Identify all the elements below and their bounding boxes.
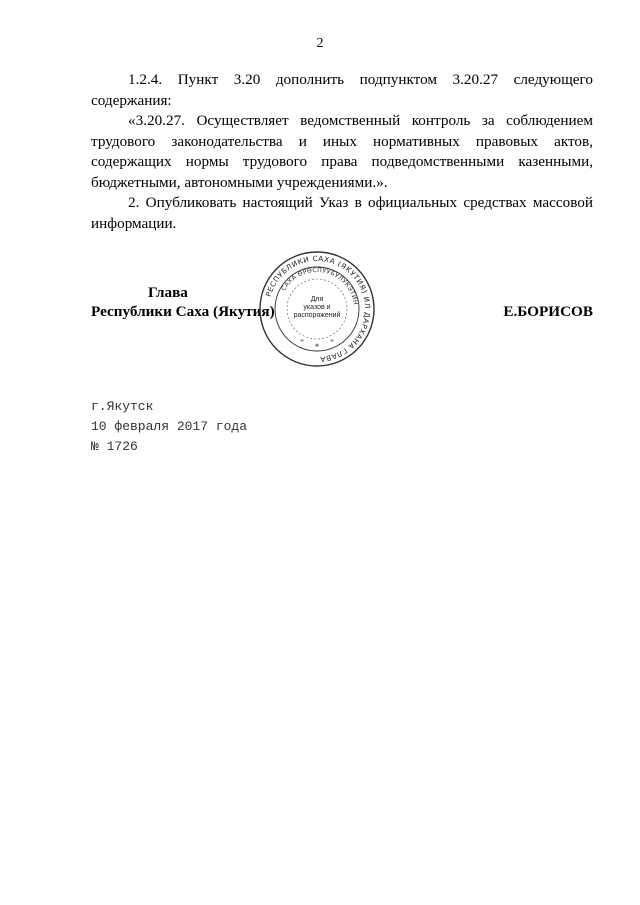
seal-center-text	[290, 296, 344, 320]
paragraph-3-20-27: «3.20.27. Осуществляет ведомственный контроль за соблюдением трудового законодательства и иных нормативных правовых актов, содержащих нормы трудового права подведомственными казенными, бюджетными, автономными учреждениями.».	[91, 112, 593, 191]
svg-text:*: *	[314, 342, 320, 352]
svg-text:САХА ӨРӨСПУУБУЛУКЭТИН: САХА ӨРӨСПУУБУЛУКЭТИН	[280, 266, 359, 306]
footer-number: № 1726	[91, 439, 138, 454]
document-body	[91, 70, 593, 234]
paragraph-1-2-4: 1.2.4. Пункт 3.20 дополнить подпунктом 3.20.27 следующего содержания:	[91, 71, 593, 109]
svg-text:*: *	[300, 338, 304, 346]
signatory-title-line2: Республики Саха (Якутия)	[91, 303, 275, 320]
paragraph-2-publish: 2. Опубликовать настоящий Указ в официальных средствах массовой информации.	[91, 194, 593, 232]
document-footer	[91, 397, 247, 457]
page-number: 2	[316, 36, 324, 51]
seal-center-line3: распоряжений	[293, 312, 341, 319]
footer-city: г.Якутск	[91, 399, 154, 414]
signatory-title-line1: Глава	[148, 284, 188, 301]
seal-center-line2: указов и	[303, 304, 331, 311]
signatory-name: Е.БОРИСОВ	[503, 303, 593, 320]
svg-text:*: *	[330, 338, 334, 346]
footer-date: 10 февраля 2017 года	[91, 419, 248, 434]
official-seal-stamp	[258, 250, 376, 368]
svg-text:РЕСПУБЛИКИ САХА (ЯКУТИЯ) ИЛ ДА: РЕСПУБЛИКИ САХА (ЯКУТИЯ) ИЛ ДАРХАНА ГЛАВА	[263, 253, 373, 364]
seal-center-line1: Для	[310, 296, 324, 303]
